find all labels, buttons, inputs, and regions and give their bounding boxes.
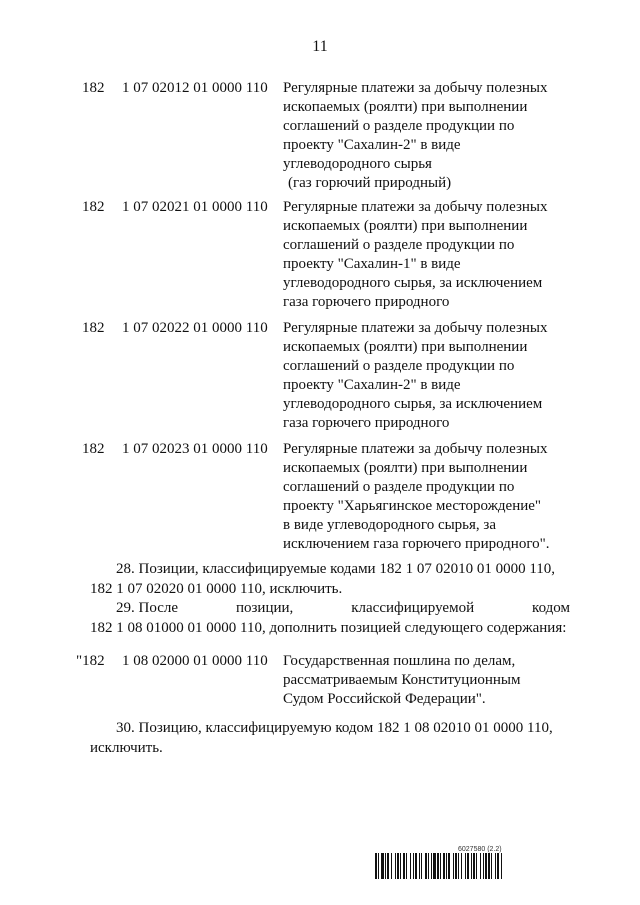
admin-code: 182 xyxy=(82,441,105,457)
description-line: ископаемых (роялти) при выполнении xyxy=(283,99,528,115)
kbk-code: 1 07 02023 01 0000 110 xyxy=(122,441,268,457)
barcode-label: 6027580 (2.2) xyxy=(458,846,502,853)
description-line: исключением газа горючего природного". xyxy=(283,536,550,552)
paragraph-line: 28. Позиции, классифицируемые кодами 182 1 07 02010 01 0000 110, xyxy=(116,561,556,577)
description-line: соглашений о разделе продукции по xyxy=(283,237,515,253)
paragraph-word: кодом xyxy=(532,600,570,616)
description-line: соглашений о разделе продукции по xyxy=(283,118,515,134)
admin-code: "182 xyxy=(76,653,105,669)
description-line: ископаемых (роялти) при выполнении xyxy=(283,339,528,355)
barcode-image xyxy=(375,853,561,879)
paragraph-word: позиции, xyxy=(235,600,294,616)
entry-description xyxy=(283,319,583,433)
kbk-code: 1 08 02000 01 0000 110 xyxy=(122,653,268,669)
description-line: Государственная пошлина по делам, xyxy=(283,653,516,669)
paragraph-30 xyxy=(90,719,580,758)
description-line: проекту "Сахалин-2" в виде xyxy=(283,377,461,393)
paragraph-line: 182 1 07 02020 01 0000 110, исключить. xyxy=(90,580,343,597)
description-line: Регулярные платежи за добычу полезных xyxy=(283,441,548,457)
paragraph-line: 182 1 08 01000 01 0000 110, дополнить позицией следующего содержания: xyxy=(90,619,567,636)
description-line: Регулярные платежи за добычу полезных xyxy=(283,320,548,336)
description-line: Регулярные платежи за добычу полезных xyxy=(283,80,548,96)
description-line: ископаемых (роялти) при выполнении xyxy=(283,460,528,476)
kbk-code: 1 07 02012 01 0000 110 xyxy=(122,80,268,96)
entry-description xyxy=(283,79,583,193)
description-line: соглашений о разделе продукции по xyxy=(283,358,515,374)
paragraph-line xyxy=(90,599,570,619)
description-line: газа горючего природного xyxy=(283,294,450,310)
page-number: 11 xyxy=(312,38,328,55)
paragraph-28 xyxy=(90,560,580,599)
description-line: проекту "Сахалин-1" в виде xyxy=(283,256,461,272)
entry-description xyxy=(283,652,583,709)
admin-code: 182 xyxy=(82,80,105,96)
description-line: углеводородного сырья, за исключением xyxy=(283,275,543,291)
description-line: газа горючего природного xyxy=(283,415,450,431)
description-line: ископаемых (роялти) при выполнении xyxy=(283,218,528,234)
paragraph-29 xyxy=(90,599,580,638)
description-line: в виде углеводородного сырья, за xyxy=(283,517,497,533)
kbk-code: 1 07 02022 01 0000 110 xyxy=(122,320,268,336)
description-line: Судом Российской Федерации". xyxy=(283,691,486,707)
description-line: проекту "Сахалин-2" в виде xyxy=(283,137,461,153)
paragraph-word: классифицируемой xyxy=(351,600,475,616)
kbk-code: 1 07 02021 01 0000 110 xyxy=(122,199,268,215)
description-line: Регулярные платежи за добычу полезных xyxy=(283,199,548,215)
description-line: проекту "Харьягинское месторождение" xyxy=(283,498,542,514)
paragraph-word: 29. После xyxy=(116,600,179,616)
admin-code: 182 xyxy=(82,199,105,215)
admin-code: 182 xyxy=(82,320,105,336)
description-line: углеводородного сырья xyxy=(283,156,432,172)
description-line: соглашений о разделе продукции по xyxy=(283,479,515,495)
paragraph-line: исключить. xyxy=(90,739,163,756)
paragraph-line: 30. Позицию, классифицируемую кодом 182 1 08 02010 01 0000 110, xyxy=(116,720,553,736)
entry-description xyxy=(283,440,583,554)
description-line: рассматриваемым Конституционным xyxy=(283,672,521,688)
description-line: углеводородного сырья, за исключением xyxy=(283,396,543,412)
description-line: (газ горючий природный) xyxy=(288,175,452,191)
entry-description xyxy=(283,198,583,312)
